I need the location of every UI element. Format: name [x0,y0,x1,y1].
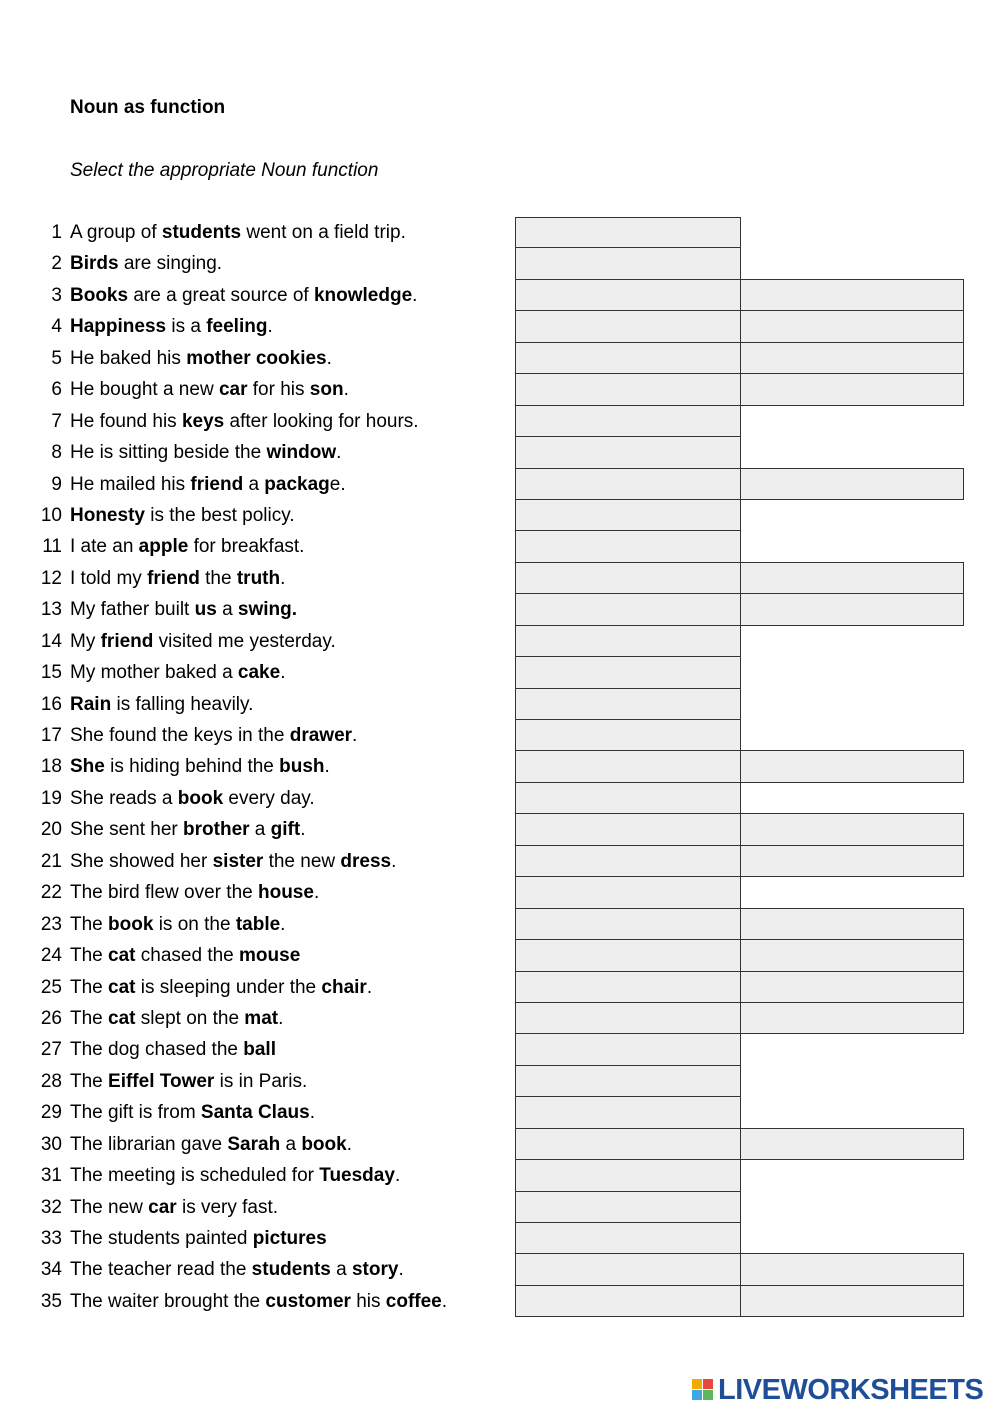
question-row [0,469,1000,500]
question-number: 14 [40,630,62,652]
question-sentence [70,787,315,811]
sentence-text: . [278,1007,284,1029]
sentence-text: is hiding behind the [104,756,280,778]
question-row [0,594,1000,625]
highlighted-noun: Sarah [227,1133,281,1155]
sentence-text: The [70,1070,109,1092]
question-sentence [70,818,305,842]
highlighted-noun: chair [321,976,367,998]
answer-dropdown-1[interactable] [515,593,741,625]
question-row [0,1192,1000,1223]
answer-dropdown-1[interactable] [515,1128,741,1160]
question-row [0,1286,1000,1317]
answer-dropdown-2[interactable] [740,908,964,940]
answer-dropdown-1[interactable] [515,279,741,311]
sentence-text: went on a field trip. [241,222,406,243]
highlighted-noun: friend [190,473,244,495]
answer-dropdown-1[interactable] [515,1065,741,1097]
sentence-text: . [300,819,306,841]
question-number: 17 [40,725,62,746]
highlighted-noun: mouse [239,945,301,967]
answer-dropdown-1[interactable] [515,1222,741,1254]
question-row [0,217,1000,248]
question-number: 4 [51,316,62,338]
highlighted-noun: us [194,599,217,621]
highlighted-noun: Honesty [70,504,145,526]
sentence-text: The [70,976,109,998]
question-number: 13 [40,599,62,621]
question-row [0,343,1000,374]
answer-dropdown-2[interactable] [740,1002,964,1034]
question-row [0,1160,1000,1191]
highlighted-noun: car [148,1196,177,1218]
answer-dropdown-2[interactable] [740,750,964,782]
question-row [0,280,1000,311]
sentence-text: . [326,347,332,369]
sentence-text: The bird flew over the [70,882,258,904]
answer-dropdown-2[interactable] [740,939,964,971]
sentence-text: A group of [70,222,162,243]
sentence-text: is in Paris. [214,1070,308,1092]
sentence-text: . [352,725,358,746]
question-row [0,1129,1000,1160]
question-number: 35 [40,1290,62,1312]
highlighted-noun: book [177,787,224,809]
answer-dropdown-1[interactable] [515,499,741,531]
sentence-text: The teacher read the [70,1259,252,1281]
highlighted-noun: Books [70,284,129,306]
question-number: 33 [40,1228,62,1249]
question-number: 9 [51,473,62,495]
sentence-text: after looking for hours. [224,410,419,432]
question-number: 20 [40,819,62,841]
sentence-text: The [70,913,109,935]
question-number: 26 [40,1007,62,1029]
question-number: 1 [51,222,62,243]
highlighted-noun: swing. [237,599,298,621]
question-number: 12 [40,567,62,589]
sentence-text: is a [166,316,207,338]
question-row [0,248,1000,279]
question-sentence [70,473,346,497]
answer-dropdown-1[interactable] [515,217,741,248]
sentence-text: a [280,1133,302,1155]
sentence-text: . [267,316,273,338]
sentence-text: The new [70,1196,149,1218]
question-number: 19 [40,787,62,809]
question-sentence [70,850,396,874]
question-row [0,814,1000,845]
sentence-text: The meeting is scheduled for [70,1165,320,1187]
question-sentence [70,1227,327,1251]
question-sentence [70,1133,352,1157]
sentence-text: I ate an [70,536,139,558]
sentence-text: He bought a new [70,379,219,401]
question-sentence [70,378,349,402]
highlighted-noun: bush [279,756,325,778]
answer-dropdown-1[interactable] [515,1096,741,1128]
highlighted-noun: gift [270,819,301,841]
sentence-text: are singing. [118,253,223,275]
highlighted-noun: car [218,379,248,401]
sentence-text: for breakfast. [188,536,305,558]
highlighted-noun: Tuesday [319,1165,395,1187]
answer-dropdown-1[interactable] [515,971,741,1003]
highlighted-noun: table [235,913,281,935]
sentence-text: the [199,567,237,589]
highlighted-noun: customer [265,1290,351,1312]
answer-dropdown-2[interactable] [740,1285,964,1317]
sentence-text: for his [247,379,310,401]
highlighted-noun: coffee [385,1290,442,1312]
sentence-text: is falling heavily. [111,693,254,715]
question-sentence [70,410,419,434]
sentence-text: . [280,913,286,935]
question-sentence [70,913,285,937]
question-number: 8 [51,442,62,464]
answer-dropdown-1[interactable] [515,782,741,814]
sentence-text: The dog chased the [70,1039,244,1061]
highlighted-noun: mother cookies [186,347,327,369]
question-row [0,500,1000,531]
question-row [0,563,1000,594]
sentence-text: every day. [223,787,315,809]
sentence-text: slept on the [135,1007,245,1029]
highlighted-noun: apple [138,536,189,558]
question-row [0,751,1000,782]
question-row [0,972,1000,1003]
answer-dropdown-1[interactable] [515,342,741,374]
highlighted-noun: pictures [252,1228,327,1249]
answer-dropdown-1[interactable] [515,468,741,500]
sentence-text: is sleeping under the [135,976,322,998]
sentence-text: She reads a [70,787,178,809]
answer-dropdown-1[interactable] [515,436,741,468]
question-sentence [70,284,417,308]
answer-dropdown-2[interactable] [740,342,964,374]
question-row [0,626,1000,657]
sentence-text: He baked his [70,347,187,369]
question-row [0,877,1000,908]
sentence-text: . [398,1259,404,1281]
answer-dropdown-1[interactable] [515,908,741,940]
sentence-text: . [346,1133,352,1155]
liveworksheets-logo [692,1374,983,1406]
highlighted-noun: packag [264,473,330,495]
question-number: 5 [51,347,62,369]
question-sentence [70,724,357,748]
sentence-text: My father built [70,599,195,621]
question-sentence [70,1164,400,1188]
question-number: 11 [42,536,62,558]
sentence-text: I told my [70,567,148,589]
question-row [0,657,1000,688]
sentence-text: . [280,567,286,589]
sentence-text: . [366,976,373,998]
answer-dropdown-1[interactable] [515,719,741,751]
question-number: 7 [51,410,62,432]
answer-dropdown-1[interactable] [515,405,741,437]
answer-dropdown-1[interactable] [515,750,741,782]
question-number: 15 [40,662,62,684]
highlighted-noun: son [309,379,344,401]
sentence-text: . [324,756,330,778]
sentence-text: . [313,882,320,904]
sentence-text: are a great source of [128,284,314,306]
liveworksheets-logo-icon [692,1379,714,1401]
question-row [0,783,1000,814]
answer-dropdown-1[interactable] [515,310,741,342]
sentence-text: . [391,850,397,872]
question-number: 31 [40,1165,62,1187]
sentence-text: a [243,473,265,495]
highlighted-noun: She [70,756,105,778]
question-row [0,846,1000,877]
highlighted-noun: Happiness [70,316,167,338]
question-number: 2 [51,253,62,275]
answer-dropdown-2[interactable] [740,562,964,594]
question-number: 28 [40,1070,62,1092]
answer-dropdown-2[interactable] [740,593,964,625]
highlighted-noun: dress [340,850,392,872]
answer-dropdown-1[interactable] [515,688,741,720]
question-sentence [70,1258,404,1282]
sentence-text: a [216,599,238,621]
highlighted-noun: brother [183,819,250,841]
question-number: 6 [51,379,62,401]
question-sentence [70,347,332,371]
sentence-text: The students painted [70,1228,253,1249]
highlighted-noun: feeling [206,316,268,338]
question-number: 27 [40,1039,62,1061]
sentence-text: She sent her [70,819,184,841]
highlighted-noun: students [251,1259,331,1281]
question-number: 29 [40,1102,62,1124]
sentence-text: chased the [135,945,240,967]
answer-dropdown-1[interactable] [515,1191,741,1223]
highlighted-noun: sister [212,850,264,872]
highlighted-noun: house [257,882,314,904]
sentence-text: . [441,1290,448,1312]
answer-dropdown-1[interactable] [515,813,741,845]
answer-dropdown-2[interactable] [740,971,964,1003]
answer-dropdown-1[interactable] [515,845,741,877]
question-sentence [70,441,341,465]
question-number: 30 [40,1133,62,1155]
highlighted-noun: Rain [70,693,112,715]
question-sentence [70,976,372,1000]
highlighted-noun: cat [108,945,136,967]
question-row [0,940,1000,971]
highlighted-noun: cat [108,1007,136,1029]
sentence-text: . [336,442,342,464]
question-sentence [70,881,319,905]
answer-dropdown-2[interactable] [740,813,964,845]
answer-dropdown-1[interactable] [515,1159,741,1191]
question-number: 18 [40,756,62,778]
highlighted-noun: window [266,442,337,464]
answer-dropdown-1[interactable] [515,1253,741,1285]
highlighted-noun: Eiffel Tower [108,1070,215,1092]
question-sentence [70,221,406,245]
sentence-text: The waiter brought the [70,1290,266,1312]
highlighted-noun: Birds [70,253,119,275]
question-sentence [70,1070,307,1094]
question-sentence [70,535,304,559]
question-row [0,1254,1000,1285]
highlighted-noun: cake [237,662,281,684]
question-sentence [70,1101,315,1125]
question-row [0,1097,1000,1128]
sentence-text: visited me yesterday. [153,630,336,652]
question-sentence [70,693,253,717]
question-sentence [70,1196,278,1220]
question-sentence [70,1007,283,1031]
answer-dropdown-1[interactable] [515,562,741,594]
question-row [0,437,1000,468]
sentence-text: The librarian gave [70,1133,228,1155]
sentence-text: a [330,1259,352,1281]
question-list [0,217,1000,1317]
sentence-text: . [309,1102,315,1124]
answer-dropdown-1[interactable] [515,1285,741,1317]
sentence-text: his [350,1290,386,1312]
question-number: 10 [40,504,62,526]
liveworksheets-logo-text: LIVEWORKSHEETS [718,1373,984,1406]
sentence-text: The [70,945,109,967]
question-row [0,1223,1000,1254]
sentence-text: She found the keys in the [70,725,290,746]
question-number: 3 [51,284,62,306]
question-number: 23 [40,913,62,935]
sentence-text: The gift is from [70,1102,201,1124]
answer-dropdown-1[interactable] [515,1002,741,1034]
sentence-text: . [343,379,349,401]
question-row [0,1066,1000,1097]
highlighted-noun: keys [181,410,225,432]
sentence-text: The [70,1007,109,1029]
question-number: 16 [40,693,62,715]
question-sentence [70,630,336,654]
answer-dropdown-1[interactable] [515,530,741,562]
worksheet-title: Noun as function [70,97,226,118]
question-number: 24 [40,945,62,967]
highlighted-noun: mat [244,1007,279,1029]
question-sentence [70,504,295,528]
highlighted-noun: book [108,913,154,935]
question-row [0,1003,1000,1034]
question-number: 21 [40,850,62,872]
highlighted-noun: students [161,222,242,243]
question-number: 34 [40,1259,62,1281]
highlighted-noun: book [301,1133,347,1155]
answer-dropdown-2[interactable] [740,1253,964,1285]
sentence-text: She showed her [70,850,213,872]
sentence-text: . [280,662,286,684]
question-sentence [70,944,300,968]
answer-dropdown-1[interactable] [515,373,741,405]
question-row [0,909,1000,940]
question-sentence [70,755,330,779]
highlighted-noun: cat [108,976,136,998]
sentence-text: is on the [153,913,236,935]
sentence-text: a [249,819,271,841]
sentence-text: He is sitting beside the [70,442,267,464]
answer-dropdown-1[interactable] [515,1033,741,1065]
question-row [0,374,1000,405]
question-sentence [70,567,285,591]
answer-dropdown-2[interactable] [740,468,964,500]
question-sentence [70,1290,447,1314]
sentence-text: e. [329,473,346,495]
worksheet-instruction: Select the appropriate Noun function [70,160,379,181]
highlighted-noun: friend [147,567,200,589]
highlighted-noun: drawer [289,725,353,746]
question-row [0,1034,1000,1065]
sentence-text: is very fast. [176,1196,279,1218]
answer-dropdown-2[interactable] [740,1128,964,1160]
question-number: 25 [40,976,62,998]
question-row [0,689,1000,720]
question-row [0,531,1000,562]
answer-dropdown-1[interactable] [515,876,741,908]
question-sentence [70,315,273,339]
sentence-text: My [70,630,101,652]
highlighted-noun: knowledge [313,284,413,306]
highlighted-noun: Santa Claus [200,1102,310,1124]
question-sentence [70,252,222,276]
highlighted-noun: ball [243,1039,276,1061]
answer-dropdown-2[interactable] [740,373,964,405]
answer-dropdown-1[interactable] [515,247,741,279]
answer-dropdown-2[interactable] [740,279,964,311]
highlighted-noun: friend [100,630,154,652]
question-sentence [70,1038,276,1062]
sentence-text: the new [263,850,341,872]
question-row [0,406,1000,437]
question-number: 22 [40,882,62,904]
sentence-text: . [412,284,418,306]
question-row [0,720,1000,751]
answer-dropdown-2[interactable] [740,310,964,342]
highlighted-noun: story [351,1259,399,1281]
question-number: 32 [40,1196,62,1218]
sentence-text: He mailed his [70,473,191,495]
sentence-text: . [394,1165,401,1187]
answer-dropdown-1[interactable] [515,656,741,688]
sentence-text: He found his [70,410,182,432]
sentence-text: My mother baked a [70,662,238,684]
answer-dropdown-1[interactable] [515,625,741,657]
answer-dropdown-1[interactable] [515,939,741,971]
question-sentence [70,661,285,685]
highlighted-noun: truth [236,567,281,589]
sentence-text: is the best policy. [144,504,295,526]
question-row [0,311,1000,342]
question-sentence [70,598,297,622]
answer-dropdown-2[interactable] [740,845,964,877]
